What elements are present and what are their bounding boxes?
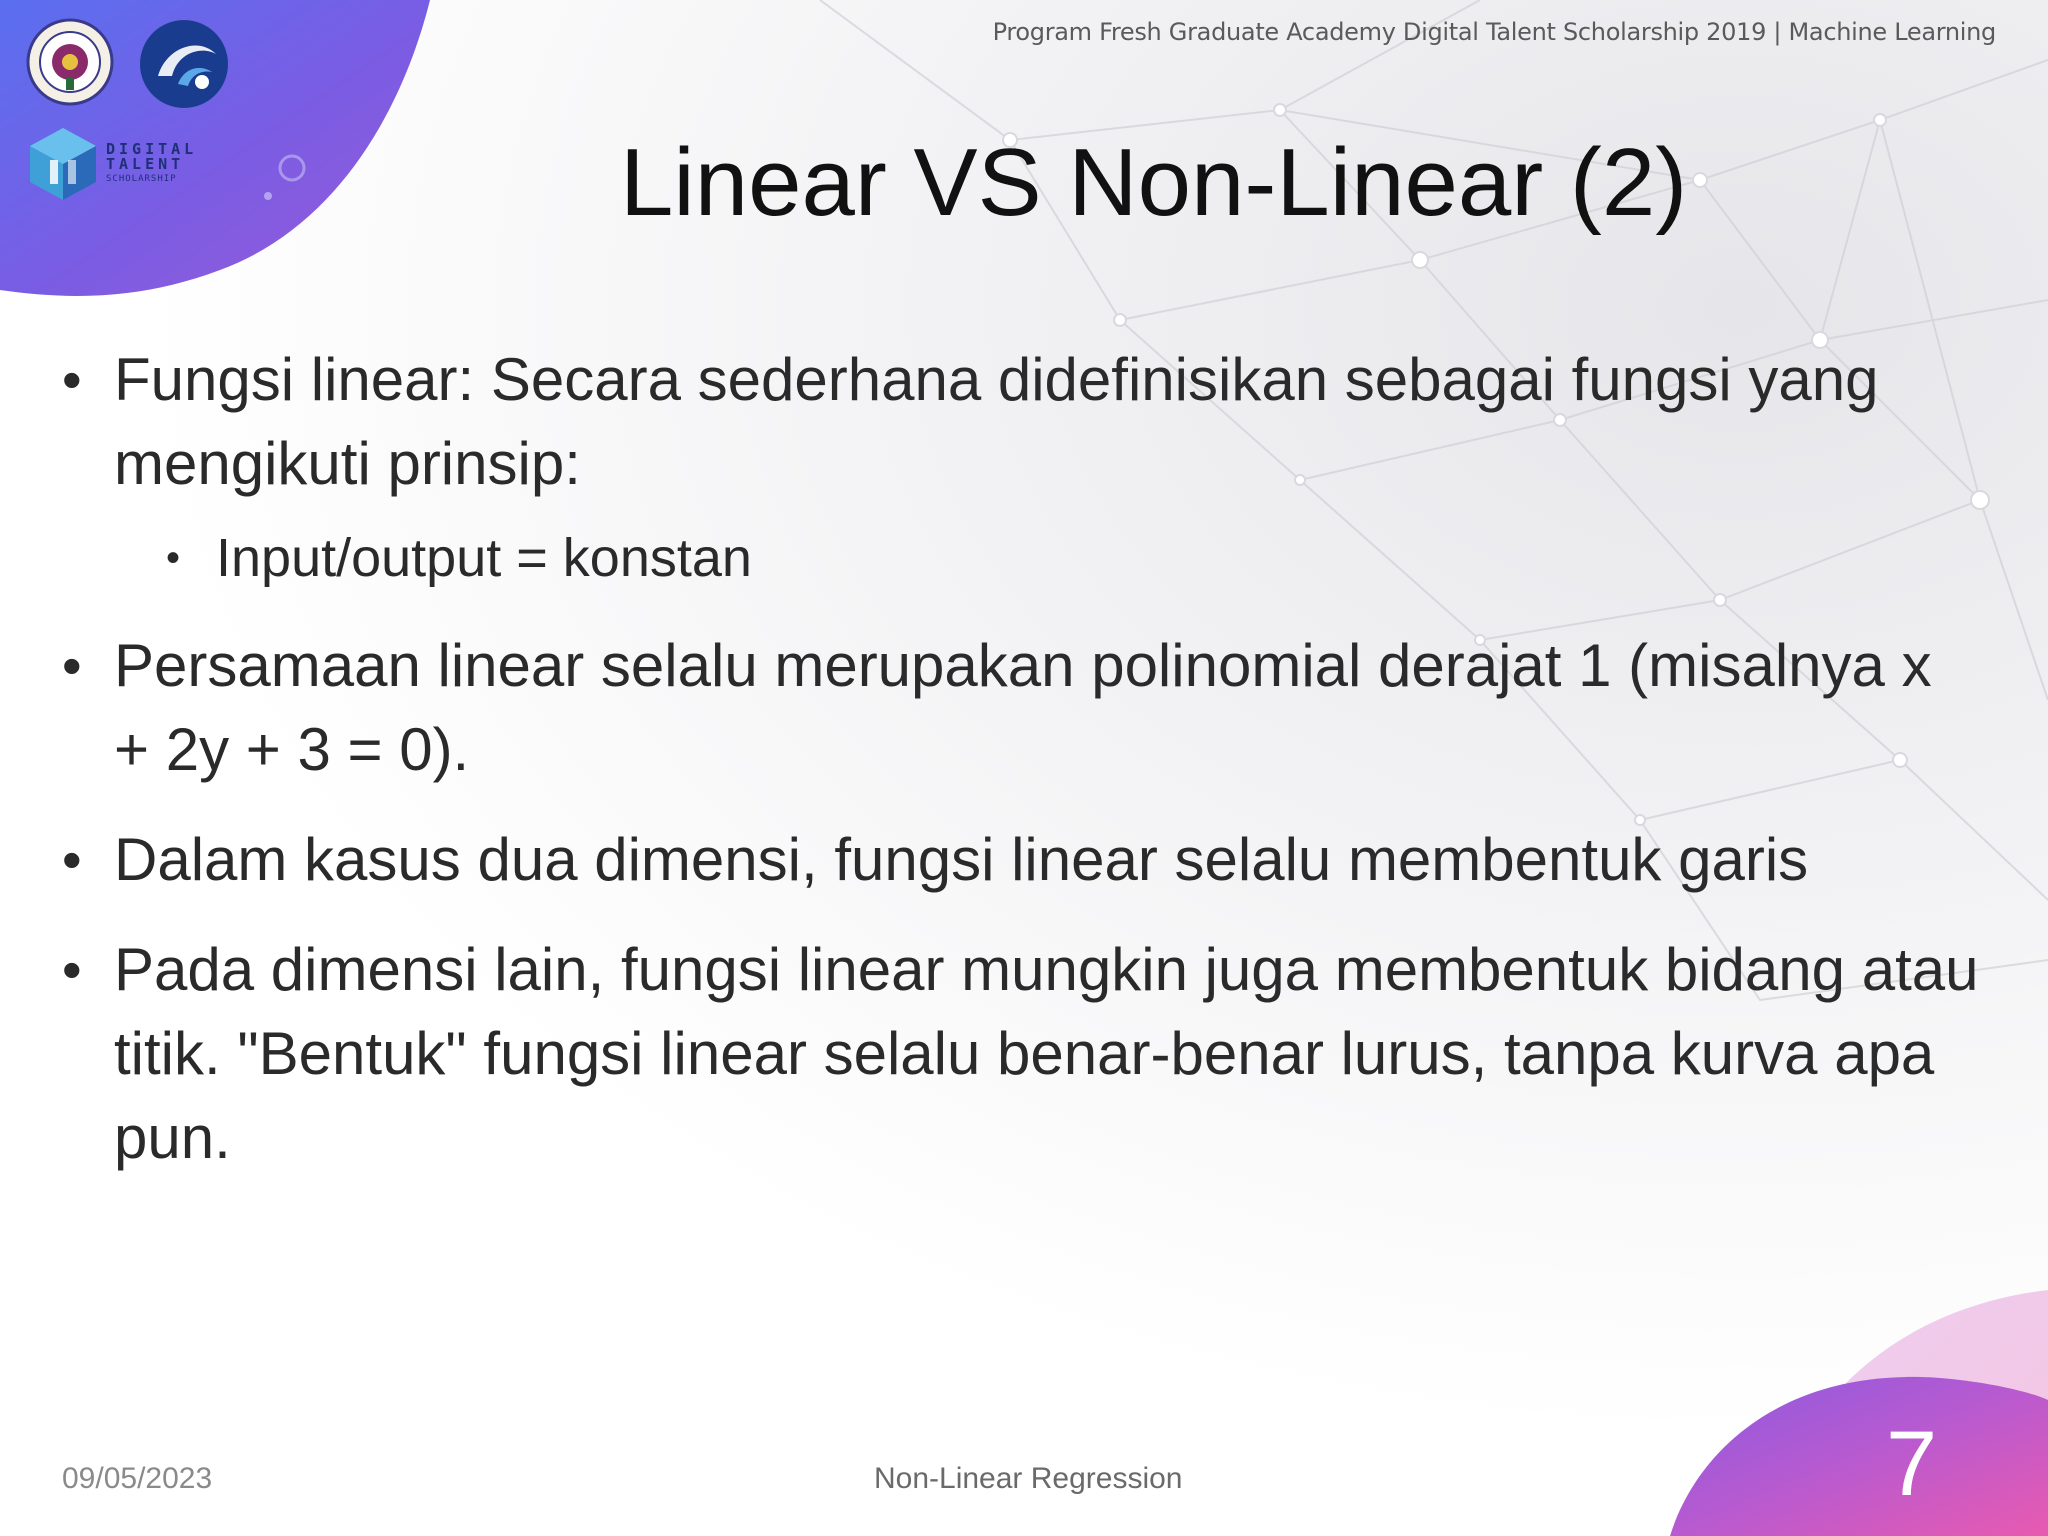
bullet-item — [62, 928, 1982, 1180]
bullet-dot: • — [62, 828, 82, 891]
slide-title: Linear VS Non-Linear (2) — [620, 129, 1688, 236]
program-header: Program Fresh Graduate Academy Digital Talent Scholarship 2019 | Machine Learning — [992, 18, 1996, 46]
dts-cube-logo — [26, 124, 100, 204]
bullet-item — [62, 624, 1982, 792]
sub-bullet-text: Input/output = konstan — [216, 528, 752, 588]
kominfo-logo — [138, 18, 230, 110]
bullet-item — [62, 818, 1982, 902]
bullet-dot: • — [62, 348, 82, 411]
sub-bullet-dot: • — [166, 536, 181, 580]
bullet-item — [62, 338, 1982, 506]
bullet-text: Persamaan linear selalu merupakan polinomial derajat 1 (misalnya x + 2y + 3 = 0). — [114, 632, 1932, 783]
footer-date: 09/05/2023 — [62, 1462, 213, 1495]
footer-title: Non-Linear Regression — [874, 1462, 1183, 1495]
dts-wordmark — [106, 142, 197, 187]
university-seal-logo — [26, 18, 114, 106]
slide-content — [62, 338, 1982, 1206]
dts-line-1: DIGITAL — [106, 140, 198, 158]
bullet-text: Fungsi linear: Secara sederhana didefinisikan sebagai fungsi yang mengikuti prinsip: — [114, 346, 1879, 497]
dts-line-2: TALENT — [106, 155, 185, 173]
bullet-text: Pada dimensi lain, fungsi linear mungkin juga membentuk bidang atau titik. "Bentuk" fungsi linear selalu benar-benar lurus, tanpa kurva apa pun. — [114, 936, 1979, 1171]
logos — [26, 18, 256, 208]
bullet-dot: • — [62, 938, 82, 1001]
bullet-dot: • — [62, 634, 82, 697]
sub-bullet-item — [62, 522, 1982, 594]
page-number: 7 — [1886, 1413, 1938, 1515]
bullet-text: Dalam kasus dua dimensi, fungsi linear selalu membentuk garis — [114, 826, 1809, 893]
dts-line-3: SCHOLARSHIP — [106, 174, 177, 184]
